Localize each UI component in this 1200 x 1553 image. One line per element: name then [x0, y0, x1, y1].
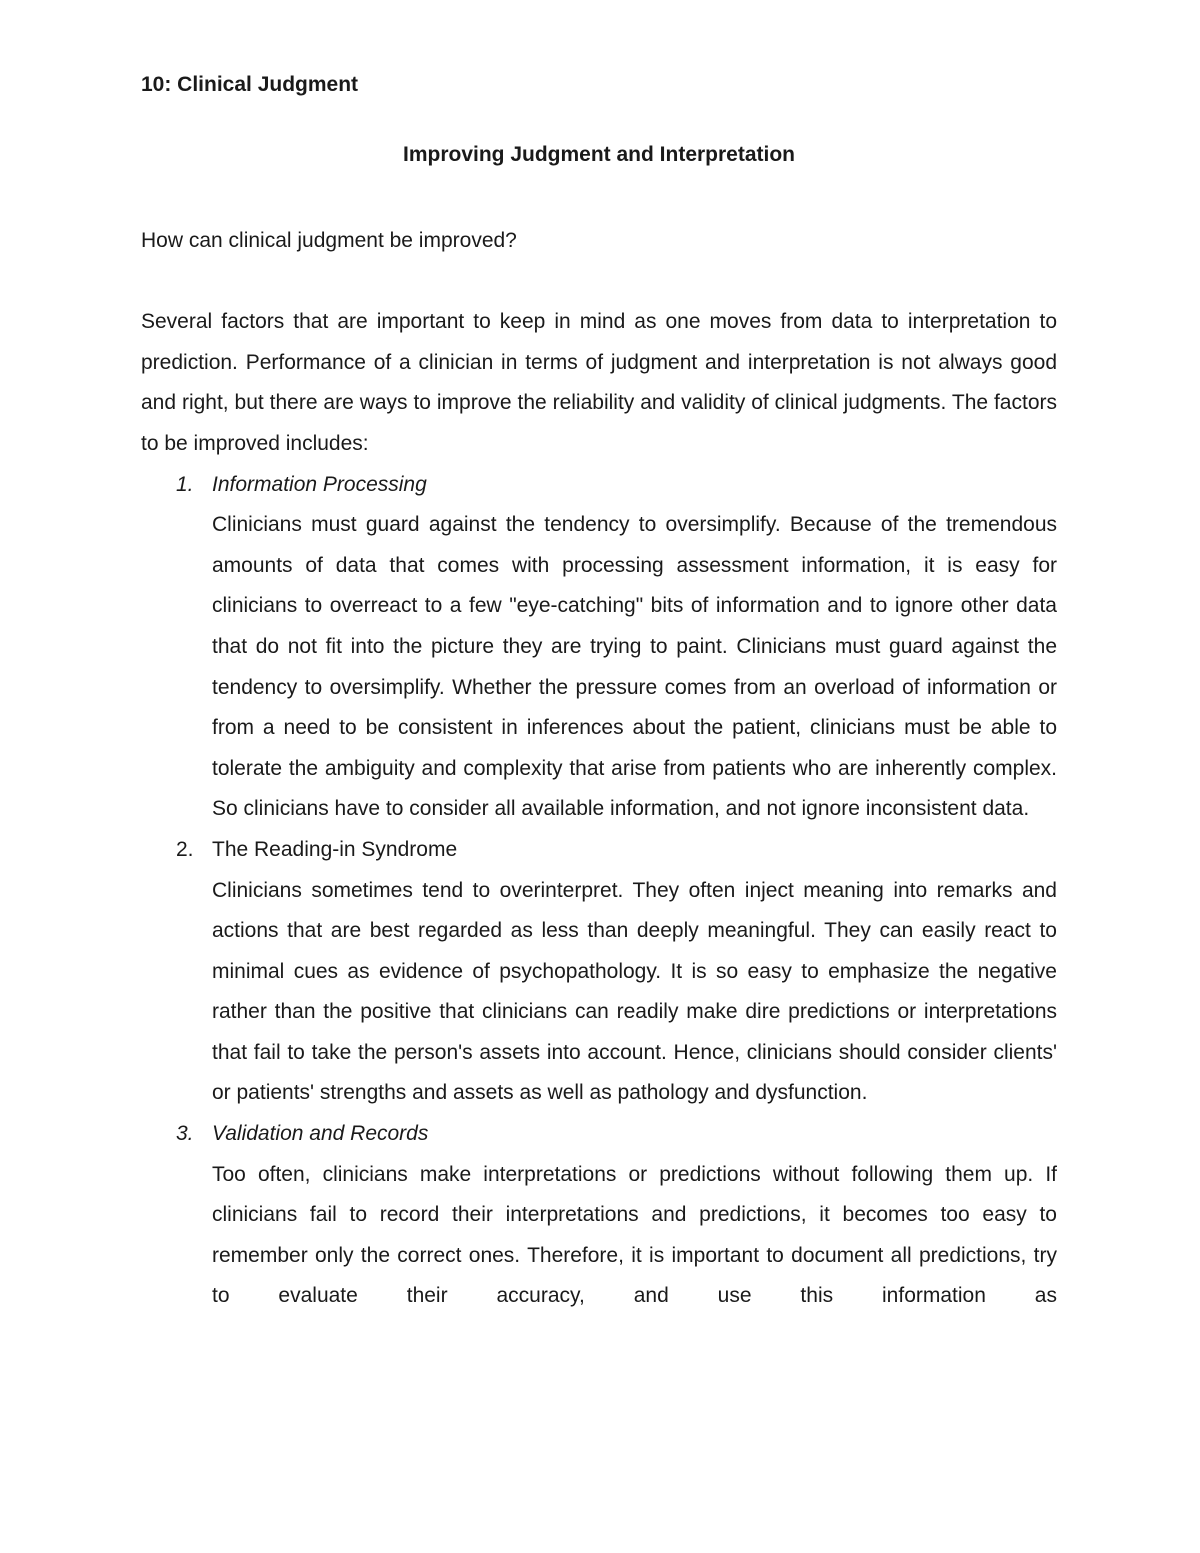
item-number: 1.	[176, 472, 194, 496]
item-title: Information Processing	[212, 472, 427, 496]
document-title: 10: Clinical Judgment	[141, 73, 359, 96]
item-number: 2.	[176, 837, 194, 861]
document-page	[141, 70, 1057, 1317]
intro-paragraph: Several factors that are important to keep in mind as one moves from data to interpretation to prediction. Performance of a clinician in terms of judgment and interpretation is not always good and right, but there are ways to improve the reliability and validity of clinical judgments. The factors to be improved includes:	[141, 310, 1057, 455]
item-title: The Reading-in Syndrome	[212, 837, 458, 861]
item-body: Clinicians must guard against the tendency to oversimplify. Because of the tremendous amounts of data that comes with processing assessment information, it is easy for clinicians to overreact to a few "eye-catching" bits of information and to ignore other data that do not fit into the picture they are trying to paint. Clinicians must guard against the tendency to oversimplify. Whether the pressure comes from an overload of information or from a need to be consistent in inferences about the patient, clinicians must be able to tolerate the ambiguity and complexity that arise from patients who are inherently complex. So clinicians have to consider all available information, and not ignore inconsistent data.	[212, 513, 1057, 821]
list-item	[141, 830, 1057, 1114]
item-number: 3.	[176, 1122, 194, 1146]
list-item	[141, 1114, 1057, 1317]
section-heading: Improving Judgment and Interpretation	[402, 143, 796, 166]
item-body: Clinicians sometimes tend to overinterpret. They often inject meaning into remarks and actions that are best regarded as less than deeply meaningful. They can easily react to minimal cues as evidence of psychopathology. It is so easy to emphasize the negative rather than the positive that clinicians can readily make dire predictions or interpretations that fail to take the person's assets into account. Hence, clinicians should consider clients' or patients' strengths and assets as well as pathology and dysfunction.	[212, 878, 1057, 1105]
item-body: Too often, clinicians make interpretations or predictions without following them up. If clinicians fail to record their interpretations and predictions, it becomes too easy to remember only the correct ones. Therefore, it is important to document all predictions, try to evaluate their accuracy, and use this information as	[212, 1162, 1057, 1308]
item-title: Validation and Records	[212, 1122, 429, 1146]
list-item	[141, 465, 1057, 830]
question-text: How can clinical judgment be improved?	[141, 229, 517, 252]
factors-list	[141, 465, 1057, 1317]
